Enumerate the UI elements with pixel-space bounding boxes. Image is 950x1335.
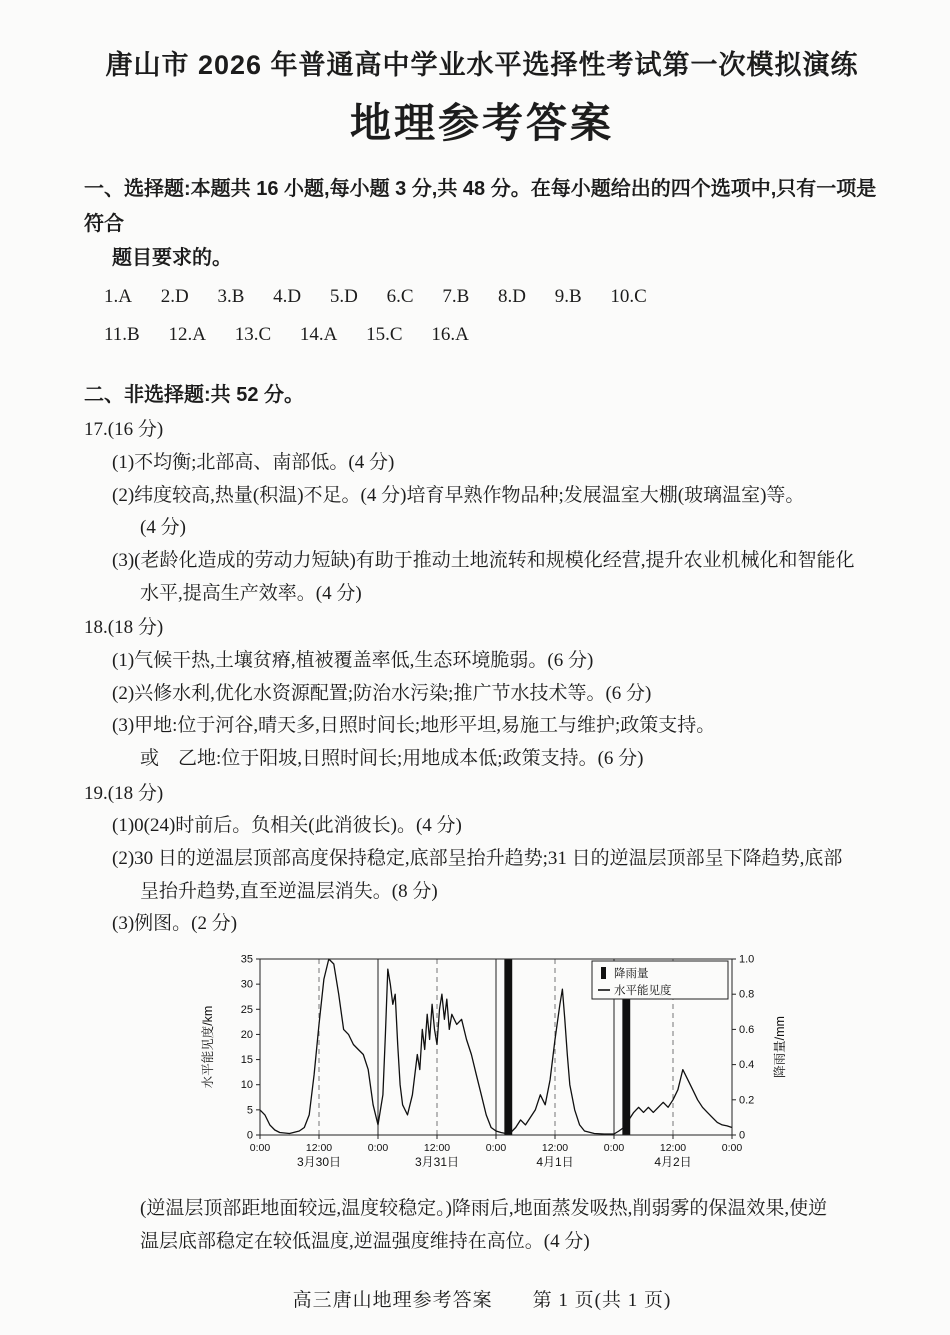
svg-text:20: 20 <box>240 1029 253 1042</box>
section1-heading <box>84 172 880 275</box>
svg-text:0.4: 0.4 <box>739 1059 755 1072</box>
answer-5: 5.D <box>329 285 358 307</box>
q18-ans-3: (3)甲地:位于河谷,晴天多,日照时间长;地形平坦,易施工与维护;政策支持。 <box>112 715 716 737</box>
svg-text:水平能见度/km: 水平能见度/km <box>201 1005 215 1089</box>
answer-11: 11.B <box>104 323 140 345</box>
q18-ans-2: (2)兴修水利,优化水资源配置;防治水污染;推广节水技术等。(6 分) <box>112 682 652 704</box>
svg-text:1.0: 1.0 <box>739 953 755 966</box>
q18-ans-3b: 或 乙地:位于阳坡,日照时间长;用地成本低;政策支持。(6 分) <box>140 748 644 770</box>
page-title: 地理参考答案 <box>350 100 614 147</box>
section2-heading: 二、非选择题:共 52 分。 <box>84 383 305 406</box>
q19-ans-3: (3)例图。(2 分) <box>112 913 238 935</box>
chart-legend <box>592 961 728 999</box>
svg-text:降雨量: 降雨量 <box>614 968 649 981</box>
answer-15: 15.C <box>366 323 403 345</box>
q17-ans-2b: (4 分) <box>140 517 186 539</box>
q19-ans-2b: 呈抬升趋势,直至逆温层消失。(8 分) <box>140 880 438 902</box>
svg-text:25: 25 <box>240 1003 253 1016</box>
q17-number: 17.(16 分) <box>84 419 164 441</box>
svg-text:12:00: 12:00 <box>659 1142 687 1155</box>
svg-text:0: 0 <box>739 1129 746 1142</box>
svg-text:12:00: 12:00 <box>305 1142 333 1155</box>
section1-heading-line1: 一、选择题:本题共 16 小题,每小题 3 分,共 48 分。在每小题给出的四个选项中,只有一项是符合 <box>84 178 877 235</box>
choice-answers-row1 <box>84 280 880 314</box>
chart-canvas <box>196 945 796 1181</box>
q17-ans-3: (3)(老龄化造成的劳动力短缺)有助于推动土地流转和规模化经营,提升农业机械化和智能化 <box>112 550 855 572</box>
svg-text:0:00: 0:00 <box>485 1142 507 1155</box>
answer-13: 13.C <box>234 323 272 345</box>
section1-heading-line2: 题目要求的。 <box>112 247 232 270</box>
page-footer: 高三唐山地理参考答案 第 1 页(共 1 页) <box>292 1290 672 1312</box>
visibility-rainfall-chart <box>196 945 880 1187</box>
answer-3: 3.B <box>217 285 245 307</box>
q18-number: 18.(18 分) <box>84 617 164 639</box>
svg-text:10: 10 <box>240 1079 253 1092</box>
svg-text:0:00: 0:00 <box>367 1142 389 1155</box>
q19-ans-1: (1)0(24)时前后。负相关(此消彼长)。(4 分) <box>112 815 462 837</box>
answer-6: 6.C <box>386 285 414 307</box>
answer-14: 14.A <box>299 323 338 345</box>
answer-8: 8.D <box>498 285 526 307</box>
q19-closing-line1: (逆温层顶部距地面较远,温度较稳定。)降雨后,地面蒸发吸热,削弱雾的保温效果,使逆 <box>140 1198 828 1220</box>
choice-answers-row2 <box>84 318 880 352</box>
svg-text:15: 15 <box>240 1054 253 1067</box>
svg-text:0:00: 0:00 <box>603 1142 625 1155</box>
q17-ans-1: (1)不均衡;北部高、南部低。(4 分) <box>112 452 395 473</box>
svg-text:3月30日: 3月30日 <box>296 1155 342 1170</box>
question-17 <box>84 414 880 610</box>
svg-text:0:00: 0:00 <box>721 1142 743 1155</box>
answer-4: 4.D <box>273 285 302 307</box>
svg-text:4月2日: 4月2日 <box>654 1155 692 1170</box>
answer-7: 7.B <box>442 285 470 307</box>
svg-text:3月31日: 3月31日 <box>414 1155 460 1170</box>
q17-ans-2: (2)纬度较高,热量(积温)不足。(4 分)培育早熟作物品种;发展温室大棚(玻璃温室)等。 <box>112 484 805 506</box>
answer-10: 10.C <box>610 285 647 307</box>
q19-number: 19.(18 分) <box>84 782 164 804</box>
svg-text:0: 0 <box>246 1129 253 1142</box>
svg-text:0.8: 0.8 <box>739 988 755 1001</box>
answer-16: 16.A <box>431 323 469 345</box>
svg-text:12:00: 12:00 <box>541 1142 569 1155</box>
svg-text:12:00: 12:00 <box>423 1142 451 1155</box>
answer-1: 1.A <box>104 285 132 307</box>
q19-ans-2: (2)30 日的逆温层顶部高度保持稳定,底部呈抬升趋势;31 日的逆温层顶部呈下降趋势,底部 <box>112 848 843 870</box>
q19-closing-line2: 温层底部稳定在较低温度,逆温强度维持在高位。(4 分) <box>140 1230 590 1252</box>
svg-text:4月1日: 4月1日 <box>536 1155 574 1170</box>
answer-9: 9.B <box>554 285 582 307</box>
svg-text:0.6: 0.6 <box>739 1023 755 1036</box>
svg-text:0:00: 0:00 <box>249 1142 271 1155</box>
q19-closing-note <box>84 1193 880 1258</box>
question-18 <box>84 612 880 775</box>
q18-ans-1: (1)气候干热,土壤贫瘠,植被覆盖率低,生态环境脆弱。(6 分) <box>112 650 594 672</box>
svg-text:水平能见度: 水平能见度 <box>614 985 672 998</box>
q17-ans-3b: 水平,提高生产效率。(4 分) <box>140 582 362 604</box>
svg-text:35: 35 <box>240 953 253 966</box>
svg-text:30: 30 <box>240 978 253 991</box>
answer-2: 2.D <box>160 285 189 307</box>
svg-text:0.2: 0.2 <box>739 1094 755 1107</box>
question-19 <box>84 778 880 941</box>
svg-text:降雨量/mm: 降雨量/mm <box>773 1016 787 1078</box>
svg-text:5: 5 <box>246 1104 253 1117</box>
exam-header: 唐山市 2026 年普通高中学业水平选择性考试第一次模拟演练 <box>105 50 859 80</box>
answer-12: 12.A <box>168 323 206 345</box>
